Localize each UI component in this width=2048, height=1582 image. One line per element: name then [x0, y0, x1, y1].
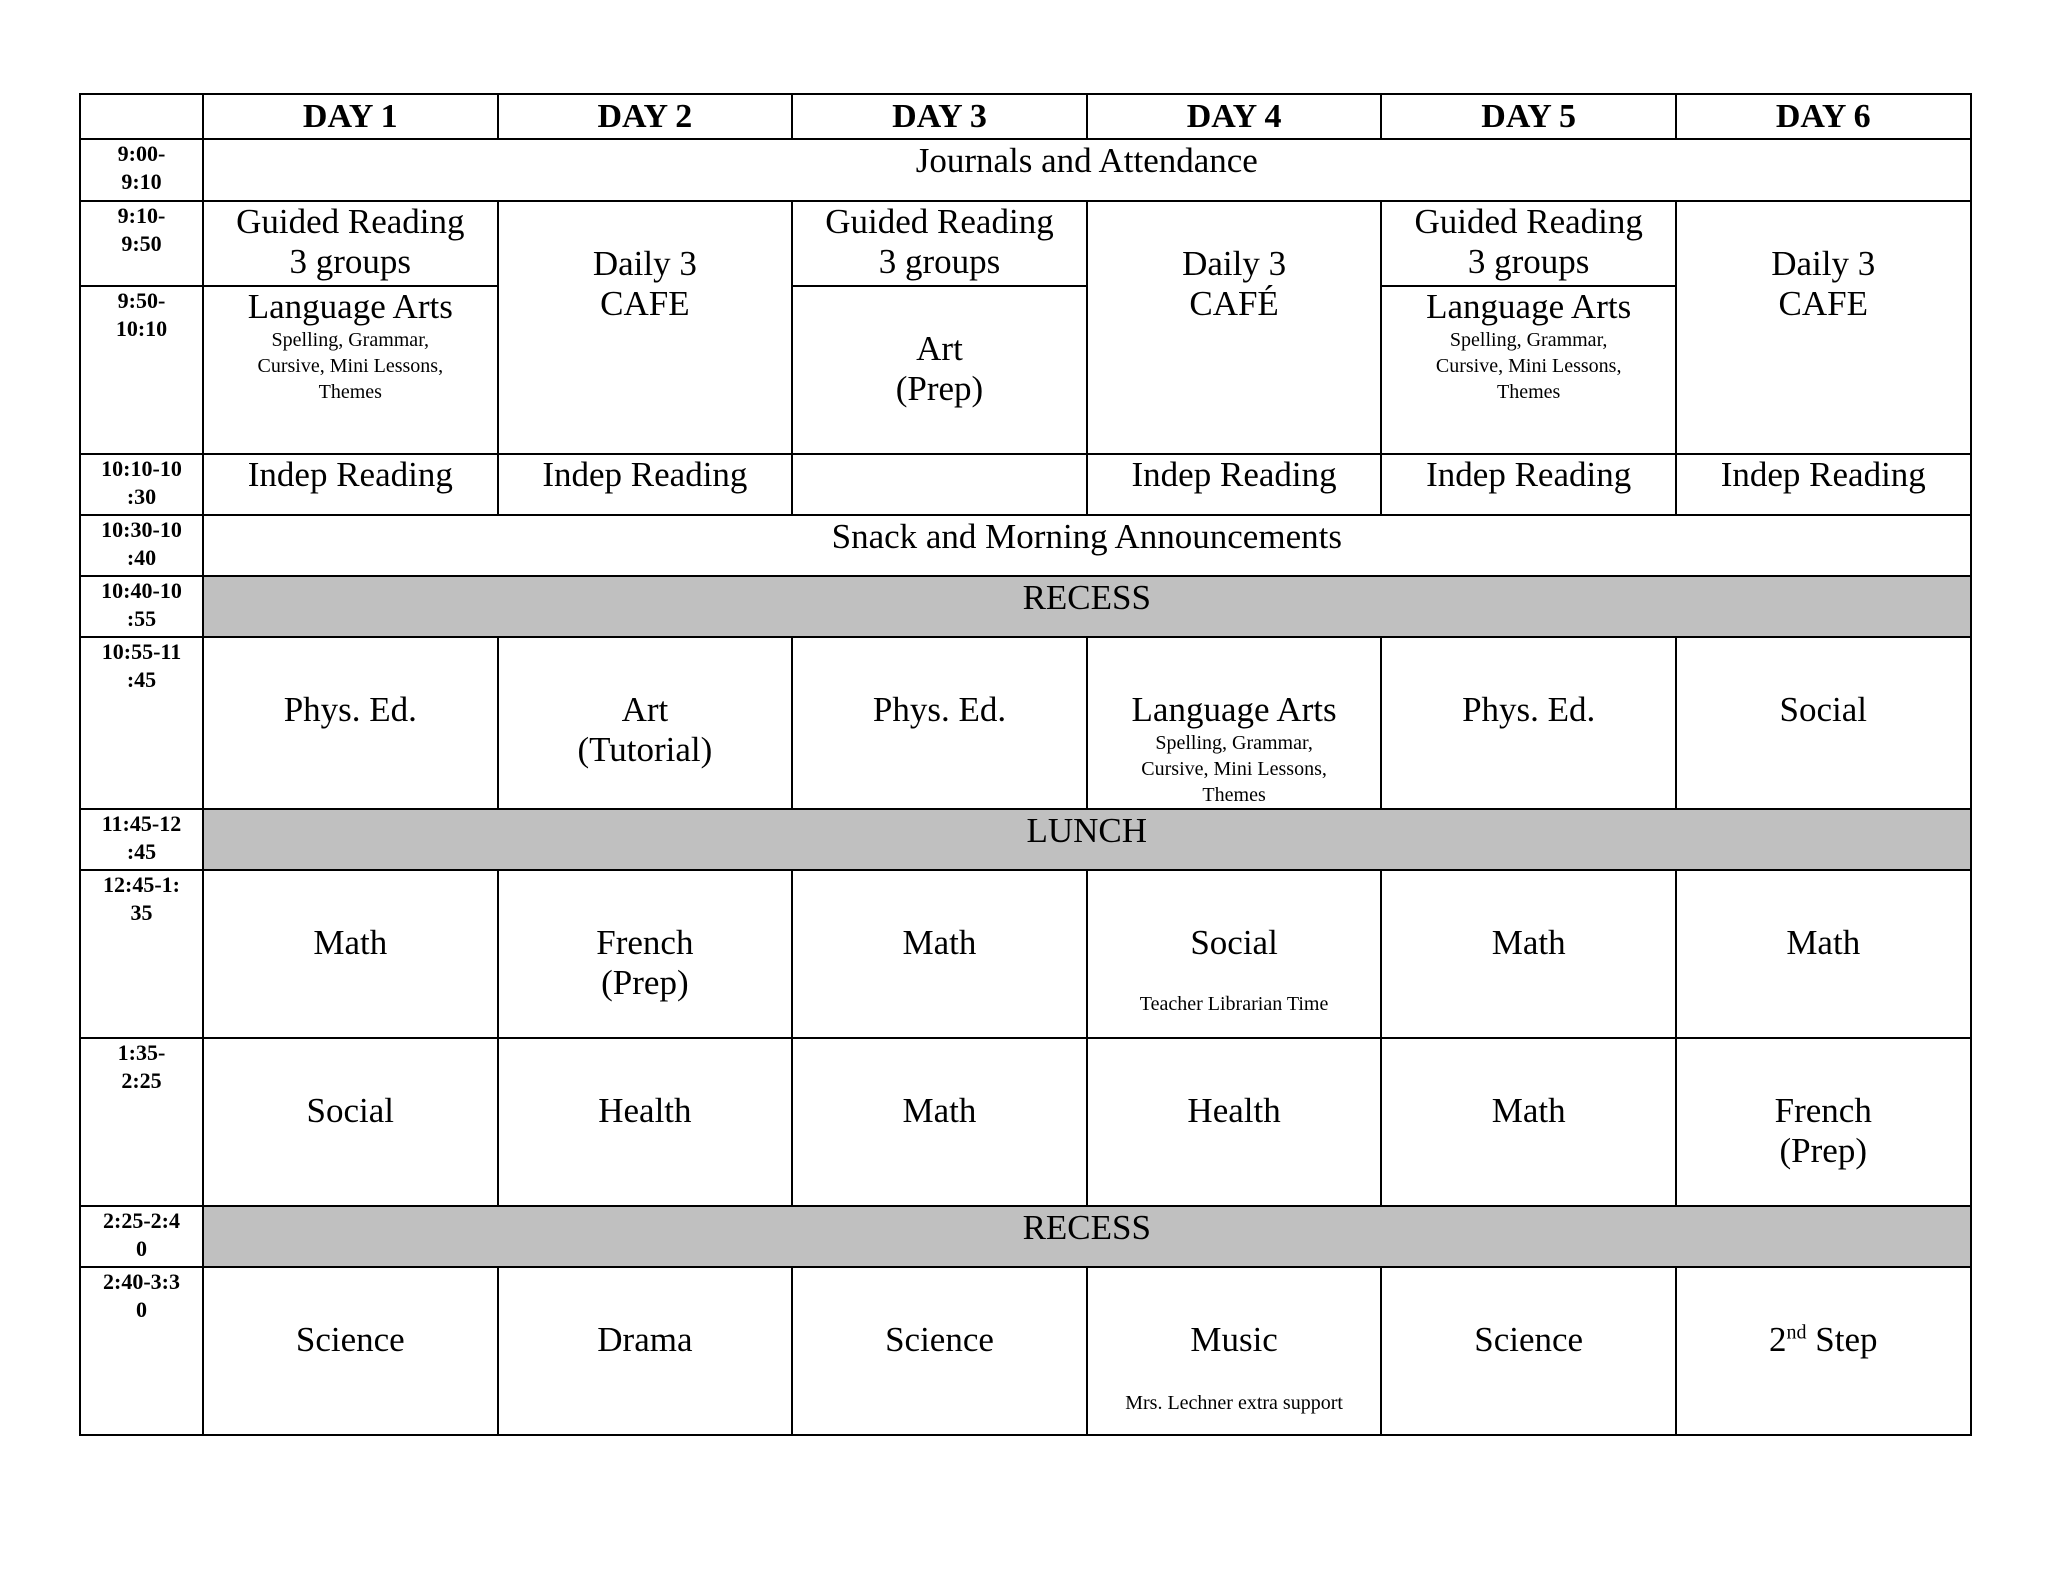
subject-detail: CAFE — [1778, 284, 1868, 323]
subject-detail: Mrs. Lechner extra support — [1125, 1392, 1343, 1414]
row-early-afternoon — [80, 870, 1971, 1038]
time-label: 11:45-12 :45 — [101, 811, 182, 864]
row-mid-morning — [80, 637, 1971, 809]
row-snack — [80, 515, 1971, 576]
day1-phys-ed — [203, 637, 498, 809]
subject-label: Math — [902, 1091, 977, 1130]
time-label: 10:10-10 :30 — [101, 456, 182, 509]
time-label: 10:40-10 :55 — [101, 578, 182, 631]
subject-detail: Teacher Librarian Time — [1139, 993, 1329, 1015]
lunch-cell: LUNCH — [203, 809, 1971, 870]
subject-detail: (Prep) — [895, 369, 984, 408]
subject-detail: 3 groups — [1467, 242, 1590, 281]
subject-detail: (Prep) — [601, 963, 689, 1002]
day3-science — [792, 1267, 1087, 1435]
subject-label: Language Arts — [247, 287, 453, 326]
day1-language-arts — [203, 286, 498, 454]
day5-guided-reading — [1381, 201, 1676, 286]
day-3-header: DAY 3 — [792, 94, 1087, 139]
day1-science — [203, 1267, 498, 1435]
subject-detail: Spelling, Grammar, — [1155, 732, 1313, 754]
subject-detail: CAFÉ — [1189, 284, 1279, 323]
subject-label: Daily 3 — [1771, 244, 1876, 283]
subject-label: Science — [885, 1320, 994, 1359]
subject-detail: Spelling, Grammar, — [271, 329, 430, 351]
time-label: 2:40-3:3 0 — [103, 1269, 180, 1322]
day4-health — [1087, 1038, 1382, 1206]
subject-label: Music — [1190, 1320, 1278, 1359]
time-cell — [80, 201, 203, 286]
row-late-afternoon — [80, 1267, 1971, 1435]
day1-indep-reading — [203, 454, 498, 515]
recess-cell: RECESS — [203, 576, 1971, 637]
subject-detail: Spelling, Grammar, — [1449, 329, 1608, 351]
header-row — [80, 94, 1971, 139]
subject-label: Phys. Ed. — [872, 690, 1007, 729]
day5-math — [1381, 870, 1676, 1038]
day4-social — [1087, 870, 1382, 1038]
time-label: 9:50- 10:10 — [115, 288, 168, 341]
time-label: 12:45-1: 35 — [103, 872, 180, 925]
subject-label: Science — [295, 1320, 405, 1359]
day5-math — [1381, 1038, 1676, 1206]
time-cell — [80, 139, 203, 201]
subject-label: Health — [598, 1091, 692, 1130]
journals-cell: Journals and Attendance — [203, 139, 1971, 201]
day5-phys-ed — [1381, 637, 1676, 809]
subject-label: Phys. Ed. — [1462, 690, 1596, 729]
day-6-header: DAY 6 — [1676, 94, 1971, 139]
second-step-number: 2 — [1769, 1320, 1787, 1359]
day3-math — [792, 1038, 1087, 1206]
day6-math — [1676, 870, 1971, 1038]
day4-language-arts — [1087, 637, 1382, 809]
second-step-ordinal: nd — [1786, 1321, 1807, 1344]
weekly-timetable — [79, 93, 1972, 1436]
subject-label: Social — [306, 1091, 395, 1130]
subject-label: Drama — [597, 1320, 693, 1359]
subject-label: Math — [1491, 1091, 1566, 1130]
second-step-word: Step — [1806, 1320, 1878, 1359]
subject-detail: (Prep) — [1779, 1131, 1867, 1170]
subject-detail: (Tutorial) — [577, 730, 713, 769]
day3-phys-ed — [792, 637, 1087, 809]
time-label: 9:10- 9:50 — [117, 203, 166, 256]
day3-art-prep — [792, 286, 1087, 454]
time-label: 1:35- 2:25 — [117, 1040, 166, 1093]
subject-label: Health — [1187, 1091, 1281, 1130]
time-cell — [80, 1206, 203, 1267]
subject-label: Art — [621, 690, 669, 729]
row-recess-am — [80, 576, 1971, 637]
day2-daily3-cafe — [498, 201, 793, 454]
day6-french-prep — [1676, 1038, 1971, 1206]
subject-label: Phys. Ed. — [283, 690, 417, 729]
subject-label: Social — [1190, 923, 1278, 962]
recess-cell: RECESS — [203, 1206, 1971, 1267]
subject-detail: Themes — [318, 381, 382, 403]
day6-social — [1676, 637, 1971, 809]
subject-label — [1677, 1320, 1970, 1360]
time-label: 10:55-11 :45 — [101, 639, 182, 692]
day4-music — [1087, 1267, 1382, 1435]
time-cell — [80, 576, 203, 637]
subject-label: Daily 3 — [592, 244, 697, 283]
day4-indep-reading — [1087, 454, 1382, 515]
day6-indep-reading — [1676, 454, 1971, 515]
subject-detail: Cursive, Mini Lessons, — [257, 355, 444, 377]
time-label: 9:00- 9:10 — [117, 141, 166, 194]
day3-guided-reading — [792, 201, 1087, 286]
row-lunch — [80, 809, 1971, 870]
subject-label: Math — [1491, 923, 1566, 962]
day2-art-tutorial — [498, 637, 793, 809]
subject-label: Indep Reading — [542, 455, 748, 494]
subject-label: French — [1774, 1091, 1872, 1130]
subject-detail: 3 groups — [289, 242, 412, 281]
time-cell — [80, 286, 203, 454]
day6-daily3-cafe — [1676, 201, 1971, 454]
day-1-header: DAY 1 — [203, 94, 498, 139]
day2-french-prep — [498, 870, 793, 1038]
subject-detail: Cursive, Mini Lessons, — [1435, 355, 1622, 377]
subject-label: Language Arts — [1426, 287, 1632, 326]
subject-detail: Cursive, Mini Lessons, — [1141, 758, 1327, 780]
subject-label: Daily 3 — [1182, 244, 1287, 283]
subject-label: Indep Reading — [1131, 455, 1337, 494]
time-cell — [80, 1038, 203, 1206]
subject-label: Indep Reading — [1720, 455, 1926, 494]
row-recess-pm — [80, 1206, 1971, 1267]
subject-detail: 3 groups — [878, 242, 1001, 281]
subject-label: Language Arts — [1131, 690, 1337, 729]
day2-drama — [498, 1267, 793, 1435]
time-cell — [80, 809, 203, 870]
subject-label: Indep Reading — [247, 455, 453, 494]
day-2-header: DAY 2 — [498, 94, 793, 139]
subject-label: Math — [313, 923, 388, 962]
day5-indep-reading — [1381, 454, 1676, 515]
day2-health — [498, 1038, 793, 1206]
day-4-header: DAY 4 — [1087, 94, 1382, 139]
day2-indep-reading — [498, 454, 793, 515]
day4-daily3-cafe — [1087, 201, 1382, 454]
time-cell — [80, 637, 203, 809]
subject-detail: Themes — [1497, 381, 1561, 403]
time-cell — [80, 870, 203, 1038]
day5-science — [1381, 1267, 1676, 1435]
time-cell — [80, 454, 203, 515]
subject-detail: Themes — [1202, 784, 1266, 806]
subject-label: Math — [1786, 923, 1861, 962]
subject-label: Indep Reading — [1426, 455, 1632, 494]
subject-label: Math — [902, 923, 977, 962]
day5-language-arts — [1381, 286, 1676, 454]
day-5-header: DAY 5 — [1381, 94, 1676, 139]
row-mid-afternoon — [80, 1038, 1971, 1206]
time-label: 10:30-10 :40 — [101, 517, 182, 570]
day1-math — [203, 870, 498, 1038]
day1-social — [203, 1038, 498, 1206]
day3-math — [792, 870, 1087, 1038]
day3-empty — [792, 454, 1087, 515]
row-indep-reading — [80, 454, 1971, 515]
time-label: 2:25-2:4 0 — [103, 1208, 180, 1261]
day1-guided-reading — [203, 201, 498, 286]
subject-label: Guided Reading — [825, 202, 1054, 241]
row-journals — [80, 139, 1971, 201]
day6-second-step — [1676, 1267, 1971, 1435]
subject-label: Guided Reading — [1414, 202, 1643, 241]
subject-label: Art — [916, 329, 963, 368]
time-cell — [80, 515, 203, 576]
corner-cell — [80, 94, 203, 139]
snack-cell: Snack and Morning Announcements — [203, 515, 1971, 576]
subject-label: Social — [1779, 690, 1867, 729]
subject-label: French — [596, 923, 694, 962]
subject-detail: CAFE — [600, 284, 690, 323]
subject-label: Science — [1474, 1320, 1584, 1359]
time-cell — [80, 1267, 203, 1435]
subject-label: Guided Reading — [236, 202, 465, 241]
row-guided-reading — [80, 201, 1971, 286]
